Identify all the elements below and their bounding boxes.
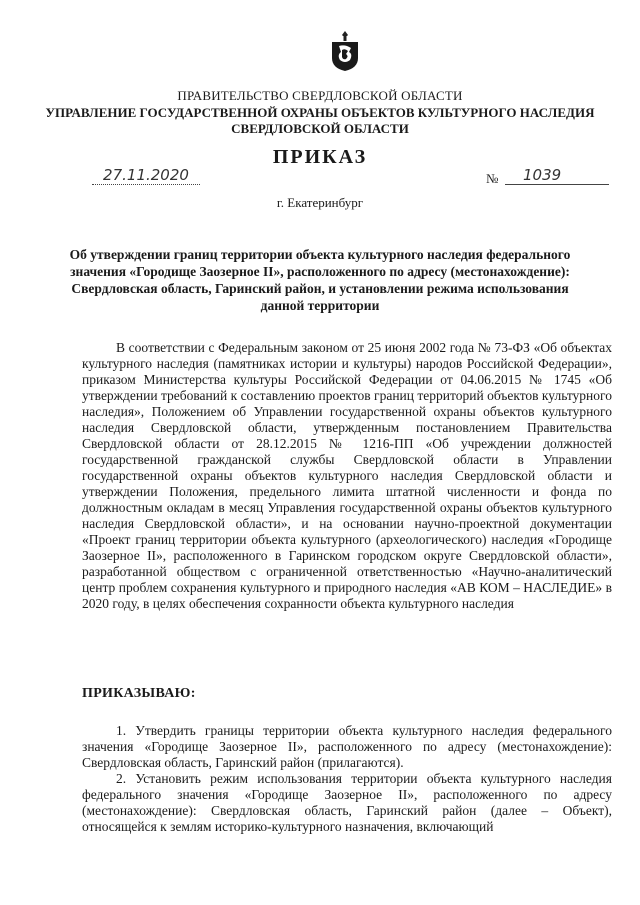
order-item-1: 1. Утвердить границы территории объекта культурного наследия федерального значения «Городище Заозерное II», расположенного по адресу (местонахождение): Свердловская область, Гаринский район (прилагаются).	[82, 723, 612, 770]
department-name: УПРАВЛЕНИЕ ГОСУДАРСТВЕННОЙ ОХРАНЫ ОБЪЕКТОВ КУЛЬТУРНОГО НАСЛЕДИЯ СВЕРДЛОВСКОЙ ОБЛАСТИ	[45, 105, 595, 136]
number-label: №	[486, 171, 499, 186]
document-type: ПРИКАЗ	[272, 146, 368, 168]
preamble	[82, 340, 612, 612]
coat-of-arms-icon	[330, 30, 360, 72]
government-name: ПРАВИТЕЛЬСТВО СВЕРДЛОВСКОЙ ОБЛАСТИ	[177, 88, 463, 103]
order-number: 1039	[505, 166, 609, 185]
order-date: 27.11.2020	[92, 166, 200, 185]
order-word: ПРИКАЗЫВАЮ:	[82, 686, 196, 701]
preamble-paragraph: В соответствии с Федеральным законом от 25 июня 2002 года № 73-ФЗ «Об объектах культурного наследия (памятниках истории и культуры) народов Российской Федерации», приказом Министерства культуры Российской Федерации от 04.06.2015 № 1745 «Об утверждении требований к составлению проектов границ территорий объектов культурного наследия», Положением об Управлении государственной охраны объектов культурного наследия Свердловской области, утвержденным постановлением Правительства Свердловской области от 28.12.2015 № 1216-ПП «Об учреждении должностей государственной гражданской службы Свердловской области в Управлении государственной охраны объектов культурного наследия Свердловской области и утверждении Положения, предельного лимита штатной численности и фонда по должностным окладам в месяц Управления государственной охраны объектов культурного наследия Свердловской области», и на основании научно-проектной документации «Проект границ территории объекта культурного (археологического) наследия «Городище Заозерное II», расположенного в Гаринском городском округе Свердловской области», разработанной обществом с ограниченной ответственностью «Научно-аналитический центр проблем сохранения культурного и природного наследия «АВ КОМ – НАСЛЕДИЕ» в 2020 году, в целях обеспечения сохранности объекта культурного наследия	[82, 340, 612, 611]
document-title: Об утверждении границ территории объекта культурного наследия федерального значения «Городище Заозерное II», расположенного по адресу (местонахождение): Свердловская область, Гаринский район, и установлении режима использования данной территории	[69, 247, 571, 313]
order-items	[82, 723, 612, 835]
order-item-2: 2. Установить режим использования территории объекта культурного наследия федерального значения «Городище Заозерное II», расположенного по адресу (местонахождение): Свердловская область, Гаринский район (далее – Объект), относящейся к землям историко-культурного назначения, включающий	[82, 771, 612, 834]
city: г. Екатеринбург	[276, 195, 364, 210]
